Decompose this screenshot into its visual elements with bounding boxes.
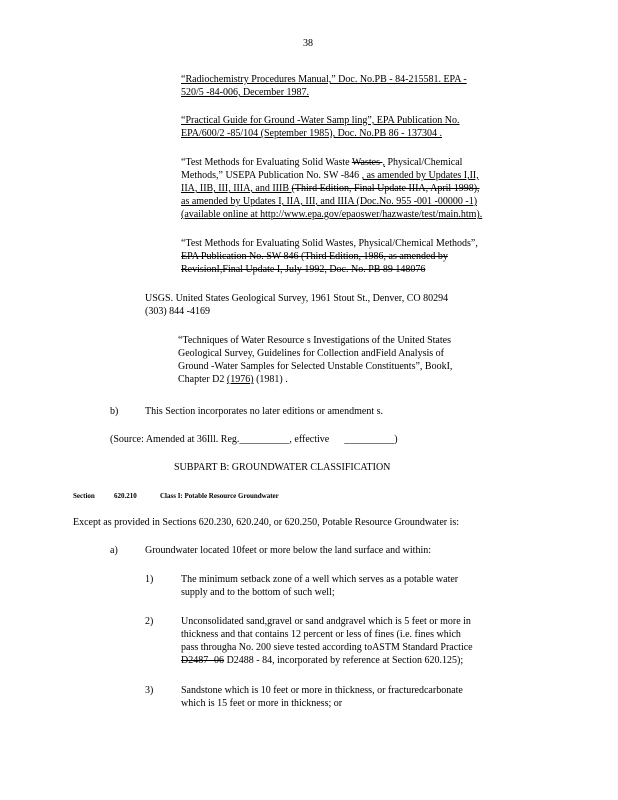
- ref-sw846-struck-wastes: Wastes: [351, 157, 383, 168]
- usgs-techniques-line1: “Techniques of Water Resource s Investigations of the United States: [178, 335, 451, 346]
- ref-sw846-struck-edition: (Third Edition, Final Update IIIA, April 1998),: [291, 183, 480, 194]
- ref-sw846-old-line2: EPA Publication No. SW 846 (Third Edition, 1986, as amended by: [181, 251, 448, 262]
- ref-sw846-line5: (available online at http://www.epa.gov/epaoswer/hazwaste/test/main.htm).: [181, 209, 483, 220]
- ref-practical-guide-line1: “Practical Guide for Ground -Water Samp ling”, EPA Publication No.: [181, 115, 460, 126]
- sub-item-3-line2: which is 15 feet or more in thickness; or: [181, 698, 343, 709]
- section-number: 620.210: [114, 492, 137, 500]
- ref-sw846-line2: [181, 170, 479, 182]
- ref-sw846-line2-text: Methods,” USEPA Publication No. SW -846: [181, 170, 362, 181]
- item-a-label: a): [110, 545, 118, 556]
- usgs-techniques-line2: Geological Survey, Guidelines for Collection andField Analysis of: [178, 348, 444, 359]
- usgs-techniques-line4: [178, 374, 288, 386]
- usgs-year-1976: (1976): [226, 374, 254, 385]
- section-title: Class I: Potable Resource Groundwater: [160, 492, 279, 500]
- ref-sw846-physical: Physical/Chemical: [384, 157, 463, 168]
- source-blank-date: __________: [344, 434, 395, 445]
- ref-radiochemistry-line1: “Radiochemistry Procedures Manual,” Doc. No.PB - 84-215581. EPA -: [181, 74, 467, 85]
- ref-sw846-inserted-updates: , as amended by Updates I,II,: [361, 170, 479, 181]
- sub-item-2-line1: Unconsolidated sand,gravel or sand andgravel which is 5 feet or more in: [181, 616, 471, 627]
- sub-item-1-line1: The minimum setback zone of a well which serves as a potable water: [181, 574, 459, 585]
- ref-practical-guide-line2: EPA/600/2 -85/104 (September 1985), Doc. No.PB 86 - 137304 .: [181, 128, 443, 139]
- ref-sw846-old-line1: “Test Methods for Evaluating Solid Wastes, Physical/Chemical Methods”,: [181, 238, 478, 249]
- usgs-address-line1: USGS. United States Geological Survey, 1961 Stout St., Denver, CO 80294: [145, 293, 449, 304]
- source-note: [110, 434, 398, 446]
- subpart-title: SUBPART B: GROUNDWATER CLASSIFICATION: [174, 462, 391, 473]
- source-blank-reg: __________: [239, 434, 290, 445]
- usgs-chapter: Chapter D2: [178, 374, 227, 385]
- sub-item-1-label: 1): [145, 574, 154, 585]
- ref-sw846-old-line3: RevisionI,Final Update I, July 1992, Doc. No. PB 89 148076: [181, 264, 426, 275]
- sub-item-2-line3: pass througha No. 200 sieve tested according toASTM Standard Practice: [181, 642, 473, 653]
- ref-radiochemistry-line2: 520/5 -84-006, December 1987.: [181, 87, 310, 98]
- usgs-year-1981: (1981) .: [253, 374, 288, 385]
- ref-sw846-inserted-updates-cont: IIA, IIB, III, IIIA, and IIIB: [181, 183, 292, 194]
- ref-sw846-comma: ,: [382, 157, 385, 168]
- usgs-address-line2: (303) 844 -4169: [145, 306, 210, 317]
- item-b-text: This Section incorporates no later editions or amendment s.: [145, 406, 383, 417]
- intro-paragraph: Except as provided in Sections 620.230, 620.240, or 620.250, Potable Resource Groundwater is:: [73, 517, 460, 528]
- page-number: 38: [303, 38, 313, 49]
- sub-item-3-label: 3): [145, 685, 154, 696]
- source-effective: , effective: [289, 434, 330, 445]
- sub-item-2-line4: [181, 655, 463, 667]
- sub-item-2-line4-text: D2488 - 84, incorporated by reference at Section 620.125);: [224, 655, 464, 666]
- ref-sw846-line1-text: “Test Methods for Evaluating Solid Waste: [181, 157, 352, 168]
- sub-item-2-label: 2): [145, 616, 154, 627]
- section-label: Section: [73, 492, 95, 500]
- item-a-text: Groundwater located 10feet or more below the land surface and within:: [145, 545, 432, 556]
- ref-sw846-line4: as amended by Updates I, IIA, III, and IIIA (Doc.No. 955 -001 -00000 -1): [181, 196, 478, 207]
- usgs-techniques-line3: Ground -Water Samples for Selected Unstable Constituents”, BookI,: [178, 361, 453, 372]
- source-note-text: (Source: Amended at 36Ill. Reg.: [110, 434, 240, 445]
- item-b-label: b): [110, 406, 119, 417]
- ref-sw846-line3: [181, 183, 480, 195]
- ref-sw846-line1: [181, 157, 462, 169]
- sub-item-3-line1: Sandstone which is 10 feet or more in thickness, or fracturedcarbonate: [181, 685, 463, 696]
- sub-item-2-struck-standard: D2487 -06: [181, 655, 225, 666]
- sub-item-1-line2: supply and to the bottom of such well;: [181, 587, 335, 598]
- sub-item-2-line2: thickness and that contains 12 percent or less of fines (i.e. fines which: [181, 629, 461, 640]
- source-close: ): [394, 434, 398, 445]
